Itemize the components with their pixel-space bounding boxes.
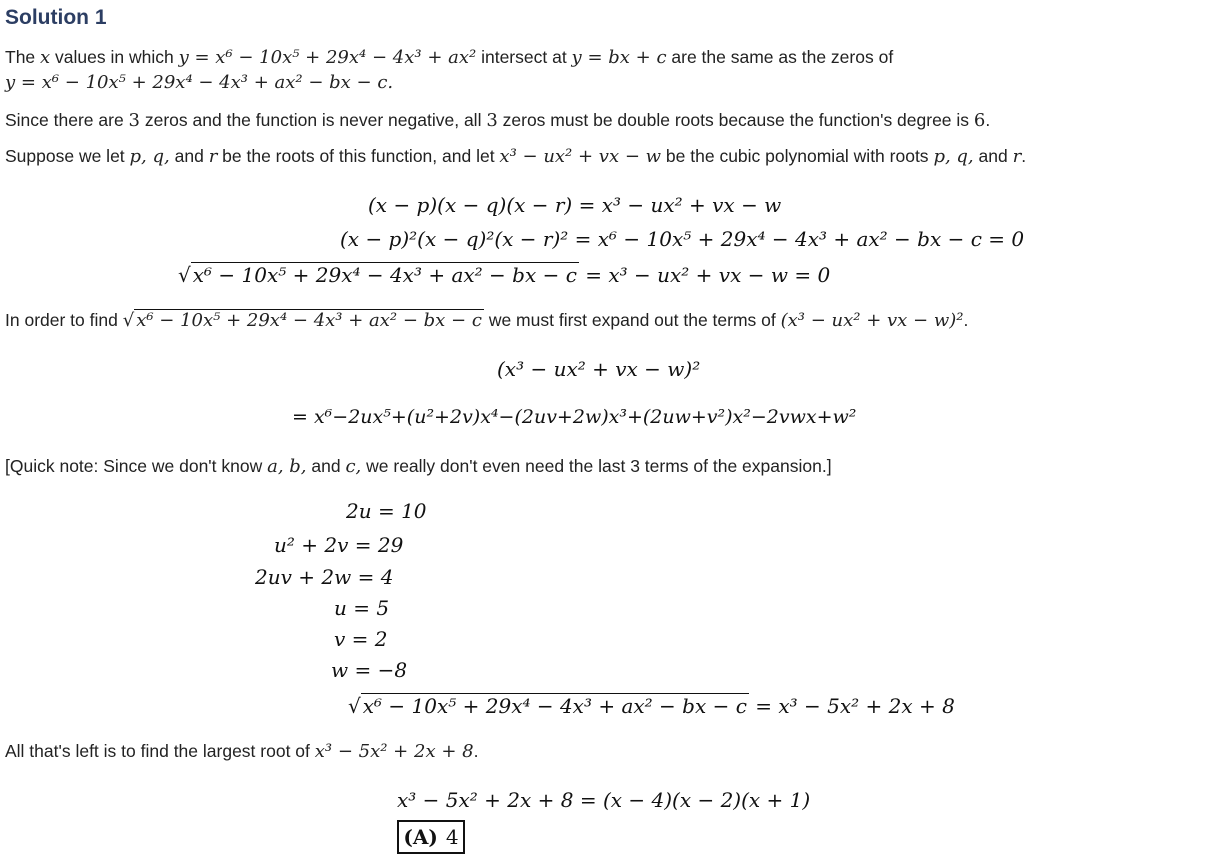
solution-heading: Solution 1 (5, 6, 107, 29)
math-roots: p, q, (933, 146, 974, 167)
math-polynomial: y = x⁶ − 10x⁵ + 29x⁴ − 4x³ + ax² (178, 47, 477, 68)
expand-text: In order to find (5, 310, 123, 330)
zeros-text: zeros must be double roots because the function's degree is (497, 110, 974, 130)
equation-rhs: = x³ − 5x² + 2x + 8 (748, 694, 955, 718)
note-text: [Quick note: Since we don't know (5, 456, 268, 476)
system-eq-4: u = 5 (334, 596, 390, 620)
expansion-square: (x³ − ux² + vx − w)² (497, 357, 701, 381)
expand-text: . (963, 310, 969, 330)
answer-label: (A) (403, 825, 438, 849)
zeros-text: . (985, 110, 991, 130)
math-number: 6 (973, 110, 986, 131)
suppose-text: and (169, 146, 209, 166)
system-eq-5: v = 2 (334, 627, 388, 651)
quick-note (5, 454, 832, 479)
intro-text: are the same as the zeros of (666, 47, 894, 67)
math-unknown: c, (345, 456, 362, 477)
math-number: 3 (486, 110, 498, 131)
note-text: and (306, 456, 346, 476)
note-text: we really don't even need the last 3 terms of the expansion.] (361, 456, 832, 476)
intro-text: values in which (50, 47, 179, 67)
zeros-text: Since there are (5, 110, 129, 130)
conclusion-paragraph (5, 739, 478, 764)
suppose-text: be the roots of this function, and let (217, 146, 500, 166)
conclusion-text: . (473, 741, 479, 761)
sqrt-radicand: x⁶ − 10x⁵ + 29x⁴ − 4x³ + ax² − bx − c (362, 694, 747, 718)
math-cubic: x³ − 5x² + 2x + 8 (314, 741, 474, 762)
equation-cubic-product: (x − p)(x − q)(x − r) = x³ − ux² + vx − w (368, 193, 782, 217)
expansion-result: = x⁶−2ux⁵+(u²+2v)x⁴−(2uv+2w)x³+(2uw+v²)x²−2vwx+w² (292, 406, 857, 428)
equation-rhs: = x³ − ux² + vx − w = 0 (578, 263, 831, 287)
intro-equation: y = x⁶ − 10x⁵ + 29x⁴ − 4x³ + ax² − bx − c. (5, 72, 394, 93)
math-roots: p, q, (129, 146, 170, 167)
suppose-text: and (973, 146, 1013, 166)
system-eq-sqrt: √ x⁶ − 10x⁵ + 29x⁴ − 4x³ + ax² − bx − c = x³ − 5x² + 2x + 8 (348, 694, 955, 718)
math-unknowns: a, b, (267, 456, 307, 477)
zeros-text: zeros and the function is never negative, all (140, 110, 487, 130)
intro-paragraph (5, 45, 893, 70)
equation-sqrt: √ x⁶ − 10x⁵ + 29x⁴ − 4x³ + ax² − bx − c = x³ − ux² + vx − w = 0 (178, 263, 831, 287)
system-eq-1: 2u = 10 (346, 499, 427, 523)
equation-squared-product: (x − p)²(x − q)²(x − r)² = x⁶ − 10x⁵ + 29x⁴ − 4x³ + ax² − bx − c = 0 (340, 227, 1025, 251)
math-cubic: x³ − ux² + vx − w (499, 146, 662, 167)
math-root: r (1012, 146, 1022, 167)
expand-text: we must first expand out the terms of (483, 310, 781, 330)
expand-paragraph: In order to find √ x⁶ − 10x⁵ + 29x⁴ − 4x³ + ax² − bx − c we must first expand out the terms of (x³ − ux² + vx − w)². (5, 310, 969, 331)
suppose-text: be the cubic polynomial with roots (661, 146, 934, 166)
math-x: x (40, 47, 51, 68)
math-root: r (208, 146, 218, 167)
intro-text: The (5, 47, 41, 67)
sqrt-radicand: x⁶ − 10x⁵ + 29x⁴ − 4x³ + ax² − bx − c (192, 263, 577, 287)
system-eq-3: 2uv + 2w = 4 (255, 565, 394, 589)
conclusion-text: All that's left is to find the largest root of (5, 741, 315, 761)
math-number: 3 (128, 110, 140, 131)
factorization: x³ − 5x² + 2x + 8 = (x − 4)(x − 2)(x + 1) (397, 788, 811, 812)
system-eq-2: u² + 2v = 29 (274, 533, 404, 557)
intro-text: intersect at (476, 47, 572, 67)
math-line: y = bx + c (571, 47, 667, 68)
zeros-paragraph (5, 108, 990, 133)
sqrt-radicand: x⁶ − 10x⁵ + 29x⁴ − 4x³ + ax² − bx − c (136, 310, 482, 331)
answer-value: 4 (445, 825, 459, 849)
suppose-paragraph (5, 144, 1026, 169)
math-square: (x³ − ux² + vx − w)² (780, 310, 964, 331)
answer-box (397, 820, 465, 854)
suppose-text: Suppose we let (5, 146, 130, 166)
suppose-text: . (1021, 146, 1027, 166)
system-eq-6: w = −8 (331, 658, 408, 682)
